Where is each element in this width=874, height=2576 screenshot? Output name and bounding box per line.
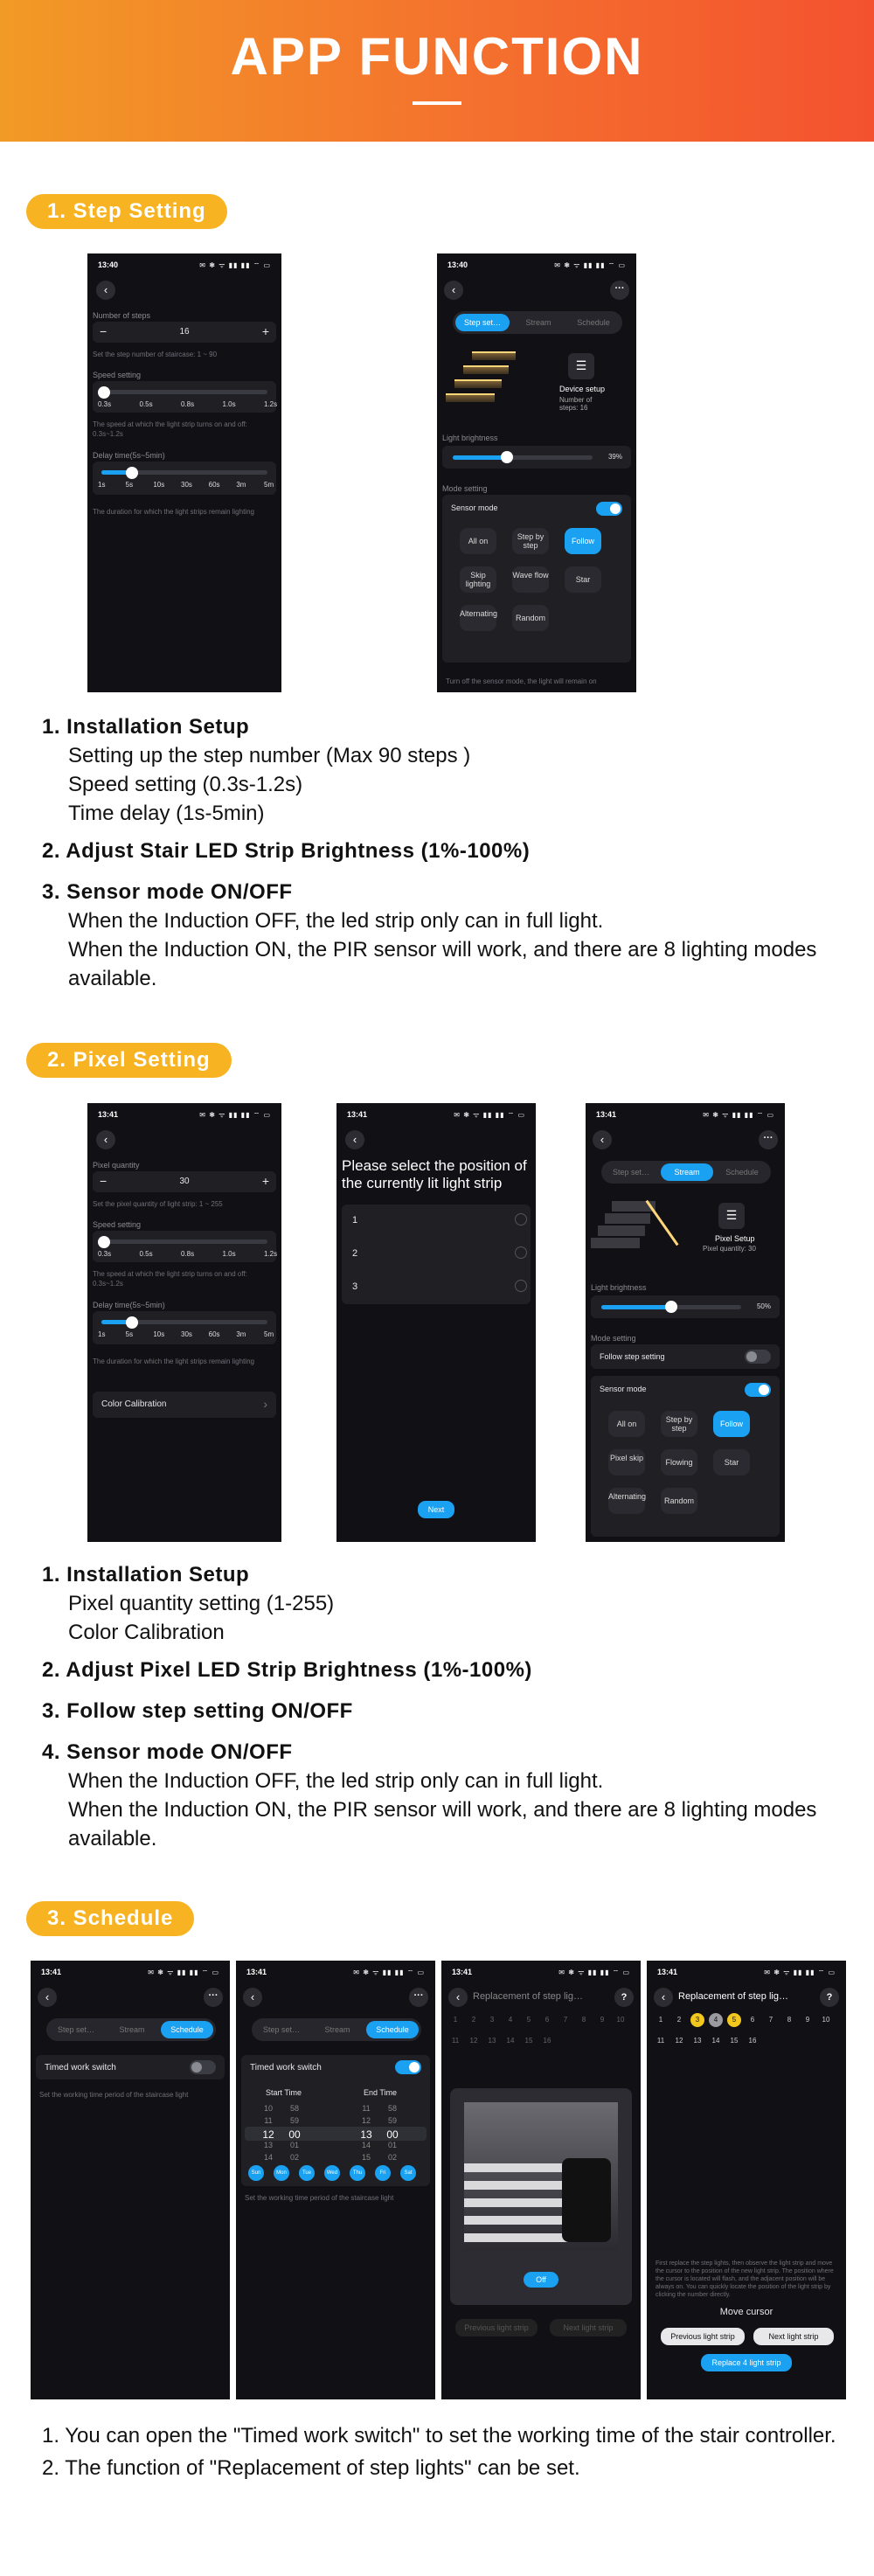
- brightness-fill: [601, 1305, 671, 1309]
- tab-step-set[interactable]: Step set…: [455, 314, 510, 331]
- back-button[interactable]: ‹: [345, 1130, 364, 1149]
- time-wheel-value[interactable]: 11: [264, 2116, 273, 2125]
- pixel-setup-sub: Pixel quantity: 30: [703, 1245, 756, 1253]
- status-time: 13:41: [98, 1110, 119, 1119]
- slider-tick-label: 0.3s: [98, 1250, 112, 1258]
- status-icons: ✉ ❃ ᯤ ▮▮ ▮▮ ⌔ ▭: [199, 261, 271, 269]
- brightness-card: [442, 446, 631, 469]
- device-setup-sub: Number of steps: 16: [559, 396, 593, 412]
- pixel-qty-label: Pixel quantity: [93, 1161, 140, 1170]
- slider-tick-label: 10s: [153, 481, 165, 489]
- minus-button[interactable]: −: [100, 324, 108, 338]
- mode-button-flowing[interactable]: Flowing: [661, 1449, 697, 1475]
- sensor-card: [591, 1376, 780, 1537]
- phone-pixel-main: [586, 1103, 785, 1542]
- step-number-cell[interactable]: 12: [675, 2037, 683, 2045]
- slider-tick-label: 1.0s: [222, 400, 236, 408]
- more-button[interactable]: ···: [759, 1130, 778, 1149]
- previous-strip-button[interactable]: Previous light strip: [661, 2328, 745, 2345]
- slider-tick-label: 5s: [125, 1330, 134, 1338]
- mode-button-step-by-step[interactable]: Step by step: [661, 1411, 697, 1437]
- desc-induction-off: When the Induction OFF, the led strip only can in full light.: [68, 909, 604, 933]
- slider-tick-label: 1.2s: [264, 400, 278, 408]
- sensor-footer: Turn off the sensor mode, the light will remain on: [446, 677, 597, 685]
- status-icons: ✉ ❃ ᯤ ▮▮ ▮▮ ⌔ ▭: [148, 1968, 219, 1976]
- status-time: 13:41: [452, 1968, 473, 1976]
- timed-switch-label: Timed work switch: [45, 2063, 116, 2073]
- day-chip-wed[interactable]: Wed: [324, 2165, 340, 2181]
- day-chip-mon[interactable]: Mon: [274, 2165, 289, 2181]
- status-icons: ✉ ❃ ᯤ ▮▮ ▮▮ ⌔ ▭: [703, 1111, 774, 1119]
- stairs-photo: [464, 2102, 618, 2251]
- sensor-toggle[interactable]: [596, 502, 622, 516]
- replacement-instructions: First replace the step lights, then observe the light strip and move the cursor to the position of the new light strip. The position where the cursor is located will flash, and the adjacent position will be always on. You can quickly locate the position of the light strip by clicking the number directly.: [656, 2260, 834, 2298]
- step-number-cell[interactable]: 5: [727, 2013, 741, 2027]
- radio-icon[interactable]: [515, 1280, 527, 1292]
- time-wheel-value[interactable]: 00: [288, 2128, 301, 2141]
- pixel-qty-value: 30: [179, 1177, 190, 1186]
- page-title: APP FUNCTION: [230, 27, 644, 86]
- time-wheel-value[interactable]: 00: [386, 2128, 399, 2141]
- time-wheel-value[interactable]: 59: [289, 2116, 299, 2125]
- tab-schedule[interactable]: Schedule: [577, 318, 610, 327]
- day-chip-sat[interactable]: Sat: [400, 2165, 416, 2181]
- slider-tick-label: 60s: [208, 481, 220, 489]
- timed-switch-hint: Set the working time period of the staircase light: [39, 2091, 189, 2099]
- time-wheel-value[interactable]: 02: [289, 2153, 299, 2162]
- desc-induction-on: When the Induction ON, the PIR sensor will work, and there are 8 lighting modes available.: [68, 938, 817, 990]
- title-underline: [413, 101, 461, 105]
- follow-step-row: [591, 1344, 780, 1369]
- section-pill-pixel-setting: 2. Pixel Setting: [26, 1043, 232, 1078]
- status-icons: ✉ ❃ ᯤ ▮▮ ▮▮ ⌔ ▭: [199, 1111, 271, 1119]
- mode-button-star[interactable]: Star: [713, 1449, 750, 1475]
- desc-item-follow: 3. Follow step setting ON/OFF: [42, 1699, 353, 1723]
- speed-hint: The speed at which the light strip turns on and off: 0.3s~1.2s: [93, 420, 247, 438]
- position-list: [342, 1205, 531, 1304]
- next-button[interactable]: Next: [418, 1501, 454, 1518]
- phone-step-main: [437, 253, 636, 692]
- time-wheel-value[interactable]: 14: [361, 2141, 371, 2149]
- settings-sliders-icon[interactable]: ☰: [568, 353, 594, 379]
- speed-slider-card: [93, 1231, 276, 1262]
- step-number-cell[interactable]: 4: [508, 2016, 513, 2024]
- status-time: 13:40: [447, 260, 468, 269]
- more-button[interactable]: ···: [409, 1988, 428, 2007]
- step-number-cell[interactable]: 8: [787, 2016, 792, 2024]
- time-wheel-value[interactable]: 12: [361, 2116, 371, 2125]
- step-number-cell[interactable]: 15: [524, 2037, 533, 2045]
- help-icon[interactable]: ?: [820, 1988, 839, 2007]
- follow-step-toggle[interactable]: [745, 1350, 771, 1364]
- slider-tick-label: 1s: [98, 481, 106, 489]
- desc-item-brightness: 2. Adjust Pixel LED Strip Brightness (1%-100%): [42, 1658, 532, 1682]
- step-number-cell[interactable]: 2: [471, 2016, 476, 2024]
- slider-tick-label: 1.2s: [264, 1250, 278, 1258]
- slider-tick-label: 3m: [236, 1330, 246, 1338]
- mode-tabs: [453, 311, 622, 334]
- speed-slider-card: [93, 381, 276, 413]
- day-chip-sun[interactable]: Sun: [248, 2165, 264, 2181]
- time-wheel-value[interactable]: 11: [362, 2104, 371, 2113]
- back-button[interactable]: ‹: [38, 1988, 57, 2007]
- step-number-cell[interactable]: 1: [453, 2016, 458, 2024]
- replacement-title: Replacement of step lig…: [678, 1991, 788, 2002]
- schedule-description: [42, 2421, 846, 2482]
- time-wheel-value[interactable]: 13: [263, 2141, 273, 2149]
- plus-button[interactable]: +: [261, 1174, 269, 1188]
- status-time: 13:40: [98, 260, 119, 269]
- mode-button-all-on[interactable]: All on: [608, 1411, 645, 1437]
- phone-pixel-settings: [87, 1103, 281, 1542]
- delay-slider-card: [93, 1311, 276, 1344]
- slider-tick-label: 0.5s: [139, 400, 153, 408]
- status-icons: ✉ ❃ ᯤ ▮▮ ▮▮ ⌔ ▭: [558, 1968, 630, 1976]
- slider-tick-label: 30s: [181, 481, 192, 489]
- step-number-cell[interactable]: 16: [748, 2037, 757, 2045]
- phone-schedule-on: [236, 1961, 435, 2399]
- slider-tick-label: 60s: [208, 1330, 220, 1338]
- mode-button-alternating[interactable]: Alternating: [608, 1488, 645, 1514]
- desc-timed-switch: 1. You can open the "Timed work switch" to set the working time of the stair controller.: [42, 2424, 836, 2448]
- desc-delay: Time delay (1s-5min): [68, 802, 265, 825]
- mode-button-alternating[interactable]: Alternating: [460, 605, 496, 631]
- step-number-cell[interactable]: 10: [616, 2016, 625, 2024]
- time-wheel-value[interactable]: 01: [387, 2141, 397, 2149]
- color-calibration-label: Color Calibration: [101, 1399, 167, 1409]
- slider-tick-label: 1.0s: [222, 1250, 236, 1258]
- status-time: 13:41: [596, 1110, 617, 1119]
- delay-knob[interactable]: [126, 467, 138, 479]
- replacement-dialog: [450, 2088, 632, 2305]
- phone-schedule-off: [31, 1961, 230, 2399]
- steps-label: Number of steps: [93, 311, 151, 320]
- minus-button[interactable]: −: [100, 1174, 108, 1188]
- mode-button-pixel-skip[interactable]: Pixel skip: [608, 1449, 645, 1475]
- radio-icon[interactable]: [515, 1213, 527, 1226]
- status-time: 13:41: [246, 1968, 267, 1976]
- timed-switch-label: Timed work switch: [250, 2063, 322, 2073]
- brightness-value: 50%: [756, 1302, 771, 1310]
- help-icon[interactable]: ?: [614, 1988, 634, 2007]
- pixel-qty-stepper: [93, 1171, 276, 1192]
- step-number-cell[interactable]: 6: [750, 2016, 755, 2024]
- steps-stepper: [93, 322, 276, 343]
- speed-knob[interactable]: [98, 1236, 110, 1248]
- status-icons: ✉ ❃ ᯤ ▮▮ ▮▮ ⌔ ▭: [353, 1968, 425, 1976]
- mode-button-all-on[interactable]: All on: [460, 528, 496, 554]
- delay-hint: The duration for which the light strips remain lighting: [93, 1357, 254, 1365]
- slider-tick-label: 3m: [236, 481, 246, 489]
- position-title: Please select the position of the currently lit light strip: [342, 1157, 527, 1191]
- status-time: 13:41: [41, 1968, 62, 1976]
- step-number-cell[interactable]: 13: [488, 2037, 496, 2045]
- step-number-cell[interactable]: 7: [768, 2016, 773, 2024]
- mode-button-follow[interactable]: Follow: [565, 528, 601, 554]
- brightness-fill: [453, 455, 507, 460]
- slider-tick-label: 0.8s: [181, 400, 195, 408]
- step-number-cell[interactable]: 11: [656, 2037, 665, 2045]
- step-number-cell[interactable]: 2: [676, 2016, 682, 2024]
- delay-knob[interactable]: [126, 1316, 138, 1329]
- tab-stream[interactable]: Stream: [661, 1163, 713, 1181]
- step-number-cell[interactable]: 9: [805, 2016, 810, 2024]
- position-option-2[interactable]: 2: [352, 1248, 358, 1259]
- delay-slider-card: [93, 462, 276, 495]
- step-number-cell[interactable]: 14: [711, 2037, 720, 2045]
- step-number-cell[interactable]: 12: [469, 2037, 478, 2045]
- mode-button-star[interactable]: Star: [565, 566, 601, 593]
- mode-button-wave-flow[interactable]: Wave flow: [512, 566, 549, 593]
- timed-switch-card: [241, 2055, 430, 2186]
- replace-strip-button[interactable]: Replace 4 light strip: [701, 2354, 792, 2371]
- sensor-toggle[interactable]: [745, 1383, 771, 1397]
- time-wheel-value[interactable]: 58: [289, 2104, 299, 2113]
- sensor-card: [442, 495, 631, 663]
- speed-track[interactable]: [101, 1239, 267, 1244]
- mode-button-step-by-step[interactable]: Step by step: [512, 528, 549, 554]
- steps-value: 16: [179, 327, 190, 337]
- slider-tick-label: 0.5s: [139, 1250, 153, 1258]
- step-number-cell[interactable]: 9: [600, 2016, 605, 2024]
- delay-hint: The duration for which the light strips remain lighting: [93, 508, 254, 516]
- mode-button-random[interactable]: Random: [512, 605, 549, 631]
- day-chip-thu[interactable]: Thu: [350, 2165, 365, 2181]
- tab-stream[interactable]: Stream: [324, 2025, 350, 2034]
- brightness-knob[interactable]: [665, 1301, 677, 1313]
- back-button[interactable]: ‹: [444, 281, 463, 300]
- step-number-cell[interactable]: 10: [822, 2016, 830, 2024]
- status-icons: ✉ ❃ ᯤ ▮▮ ▮▮ ⌔ ▭: [554, 261, 626, 269]
- radio-icon[interactable]: [515, 1246, 527, 1259]
- settings-sliders-icon[interactable]: ☰: [718, 1203, 745, 1229]
- speed-hint: The speed at which the light strip turns on and off: 0.3s~1.2s: [93, 1270, 247, 1288]
- brightness-card: [591, 1295, 780, 1318]
- phone-replacement: [441, 1961, 641, 2399]
- back-button[interactable]: ‹: [448, 1988, 468, 2007]
- slider-tick-label: 1s: [98, 1330, 106, 1338]
- delay-label: Delay time(5s~5min): [93, 451, 165, 460]
- mode-button-random[interactable]: Random: [661, 1488, 697, 1514]
- tab-stream[interactable]: Stream: [119, 2025, 145, 2034]
- step-number-cell[interactable]: 5: [526, 2016, 531, 2024]
- step-number-cell[interactable]: 7: [563, 2016, 568, 2024]
- section-pill-step-setting: 1. Step Setting: [26, 194, 227, 229]
- time-wheel-value[interactable]: 02: [387, 2153, 397, 2162]
- speed-label: Speed setting: [93, 1220, 142, 1229]
- timed-switch-toggle[interactable]: [395, 2060, 421, 2074]
- phone-step-settings: [87, 253, 281, 692]
- brightness-label: Light brightness: [591, 1283, 647, 1292]
- step-number-cell[interactable]: 14: [506, 2037, 515, 2045]
- day-chip-fri[interactable]: Fri: [375, 2165, 391, 2181]
- plus-button[interactable]: +: [261, 324, 269, 338]
- brightness-label: Light brightness: [442, 434, 498, 442]
- phone-replacement-active: [647, 1961, 846, 2399]
- timed-switch-row: [36, 2055, 225, 2080]
- step-number-cell[interactable]: 16: [543, 2037, 551, 2045]
- tab-schedule[interactable]: Schedule: [725, 1168, 759, 1177]
- phone-in-hand-icon: [562, 2158, 611, 2242]
- status-time: 13:41: [657, 1968, 678, 1976]
- delay-label: Delay time(5s~5min): [93, 1301, 165, 1309]
- next-strip-button[interactable]: Next light strip: [550, 2319, 627, 2336]
- next-strip-button[interactable]: Next light strip: [753, 2328, 834, 2345]
- phone-pixel-position: [336, 1103, 536, 1542]
- step-number-cell[interactable]: 8: [581, 2016, 586, 2024]
- mode-setting-label: Mode setting: [591, 1334, 636, 1343]
- chevron-right-icon: ›: [263, 1397, 267, 1411]
- mode-tabs: [46, 2018, 216, 2041]
- desc-item-brightness: 2. Adjust Stair LED Strip Brightness (1%-100%): [42, 839, 531, 863]
- tab-step-set[interactable]: Step set…: [57, 2025, 95, 2034]
- start-time-label: Start Time: [266, 2088, 302, 2097]
- tab-schedule[interactable]: Schedule: [366, 2021, 419, 2038]
- mode-tabs: [252, 2018, 421, 2041]
- move-cursor-label: Move cursor: [719, 2307, 773, 2317]
- brightness-value: 39%: [607, 453, 622, 461]
- time-wheel-value[interactable]: 15: [361, 2153, 371, 2162]
- desc-item-sensor: 3. Sensor mode ON/OFF: [42, 880, 293, 904]
- desc-induction-off: When the Induction OFF, the led strip only can in full light.: [68, 1769, 604, 1793]
- time-wheel-value[interactable]: 13: [360, 2128, 372, 2141]
- previous-strip-button[interactable]: Previous light strip: [455, 2319, 538, 2336]
- slider-tick-label: 5s: [125, 481, 134, 489]
- step-number-cell[interactable]: 13: [693, 2037, 702, 2045]
- desc-calibration: Color Calibration: [68, 1621, 225, 1644]
- desc-pixel-qty: Pixel quantity setting (1-255): [68, 1592, 335, 1615]
- back-button[interactable]: ‹: [593, 1130, 612, 1149]
- desc-replacement: 2. The function of "Replacement of step lights" can be set.: [42, 2456, 580, 2480]
- tab-step-set[interactable]: Step set…: [262, 2025, 301, 2034]
- desc-item-installation: 1. Installation Setup: [42, 1563, 250, 1587]
- position-option-1[interactable]: 1: [352, 1215, 358, 1226]
- mode-button-follow[interactable]: Follow: [713, 1411, 750, 1437]
- desc-item-installation: 1. Installation Setup: [42, 715, 250, 739]
- off-button[interactable]: Off: [524, 2272, 558, 2288]
- brightness-knob[interactable]: [501, 451, 513, 463]
- timed-switch-toggle[interactable]: [190, 2060, 216, 2074]
- speed-knob[interactable]: [98, 386, 110, 399]
- back-button[interactable]: ‹: [243, 1988, 262, 2007]
- step-number-cell[interactable]: 1: [658, 2016, 663, 2024]
- more-button[interactable]: ···: [610, 281, 629, 300]
- speed-label: Speed setting: [93, 371, 142, 379]
- section-pill-schedule: 3. Schedule: [26, 1901, 194, 1936]
- time-wheel-value[interactable]: 10: [263, 2104, 273, 2113]
- tab-step-set[interactable]: Step set…: [612, 1168, 650, 1177]
- slider-tick-label: 0.3s: [98, 400, 112, 408]
- mode-tabs: [601, 1161, 771, 1184]
- sensor-mode-label: Sensor mode: [451, 503, 498, 512]
- time-wheel-value[interactable]: 59: [387, 2116, 397, 2125]
- status-icons: ✉ ❃ ᯤ ▮▮ ▮▮ ⌔ ▭: [454, 1111, 525, 1119]
- device-setup-title: Device setup: [559, 385, 606, 393]
- sensor-mode-label: Sensor mode: [600, 1385, 647, 1393]
- slider-tick-label: 5m: [264, 1330, 274, 1338]
- step-number-cell[interactable]: 3: [489, 2016, 495, 2024]
- steps-hint: Set the step number of staircase: 1 ~ 90: [93, 351, 218, 358]
- step-number-cell[interactable]: 4: [709, 2013, 723, 2027]
- slider-tick-label: 30s: [181, 1330, 192, 1338]
- status-time: 13:41: [347, 1110, 368, 1119]
- back-button[interactable]: ‹: [96, 281, 115, 300]
- time-wheel-value[interactable]: 14: [263, 2153, 273, 2162]
- back-button[interactable]: ‹: [96, 1130, 115, 1149]
- day-chip-tue[interactable]: Tue: [299, 2165, 315, 2181]
- step-number-cell[interactable]: 6: [545, 2016, 550, 2024]
- speed-track[interactable]: [101, 390, 267, 394]
- pixel-setup-title: Pixel Setup: [715, 1234, 755, 1243]
- step-number-cell[interactable]: 15: [730, 2037, 739, 2045]
- slider-tick-label: 5m: [264, 481, 274, 489]
- step-number-cell[interactable]: 11: [451, 2037, 460, 2045]
- back-button[interactable]: ‹: [654, 1988, 673, 2007]
- desc-steps: Setting up the step number (Max 90 steps ): [68, 744, 471, 767]
- step-number-cell[interactable]: 3: [690, 2013, 704, 2027]
- follow-step-label: Follow step setting: [600, 1352, 665, 1361]
- status-icons: ✉ ❃ ᯤ ▮▮ ▮▮ ⌔ ▭: [764, 1968, 836, 1976]
- desc-induction-on: When the Induction ON, the PIR sensor will work, and there are 8 lighting modes available.: [68, 1798, 817, 1850]
- time-wheel-value[interactable]: 01: [289, 2141, 299, 2149]
- color-calibration-row[interactable]: [93, 1392, 276, 1418]
- mode-button-skip-lighting[interactable]: Skip lighting: [460, 566, 496, 593]
- slider-tick-label: 10s: [153, 1330, 165, 1338]
- position-option-3[interactable]: 3: [352, 1281, 358, 1292]
- pixel-description: [42, 1560, 846, 1853]
- pixel-qty-hint: Set the pixel quantity of light strip: 1 ~ 255: [93, 1200, 223, 1208]
- end-time-label: End Time: [364, 2088, 398, 2097]
- desc-speed: Speed setting (0.3s-1.2s): [68, 773, 303, 796]
- replacement-title: Replacement of step lig…: [473, 1991, 583, 2002]
- slider-tick-label: 0.8s: [181, 1250, 195, 1258]
- desc-item-sensor: 4. Sensor mode ON/OFF: [42, 1740, 293, 1764]
- time-wheel-value[interactable]: 58: [387, 2104, 397, 2113]
- mode-setting-label: Mode setting: [442, 484, 488, 493]
- tab-schedule[interactable]: Schedule: [161, 2021, 213, 2038]
- step-description: [42, 712, 846, 993]
- time-wheel-value[interactable]: 12: [262, 2128, 274, 2141]
- page-header: [0, 0, 874, 142]
- timed-switch-hint: Set the working time period of the staircase light: [245, 2194, 394, 2202]
- tab-stream[interactable]: Stream: [525, 318, 551, 327]
- more-button[interactable]: ···: [204, 1988, 223, 2007]
